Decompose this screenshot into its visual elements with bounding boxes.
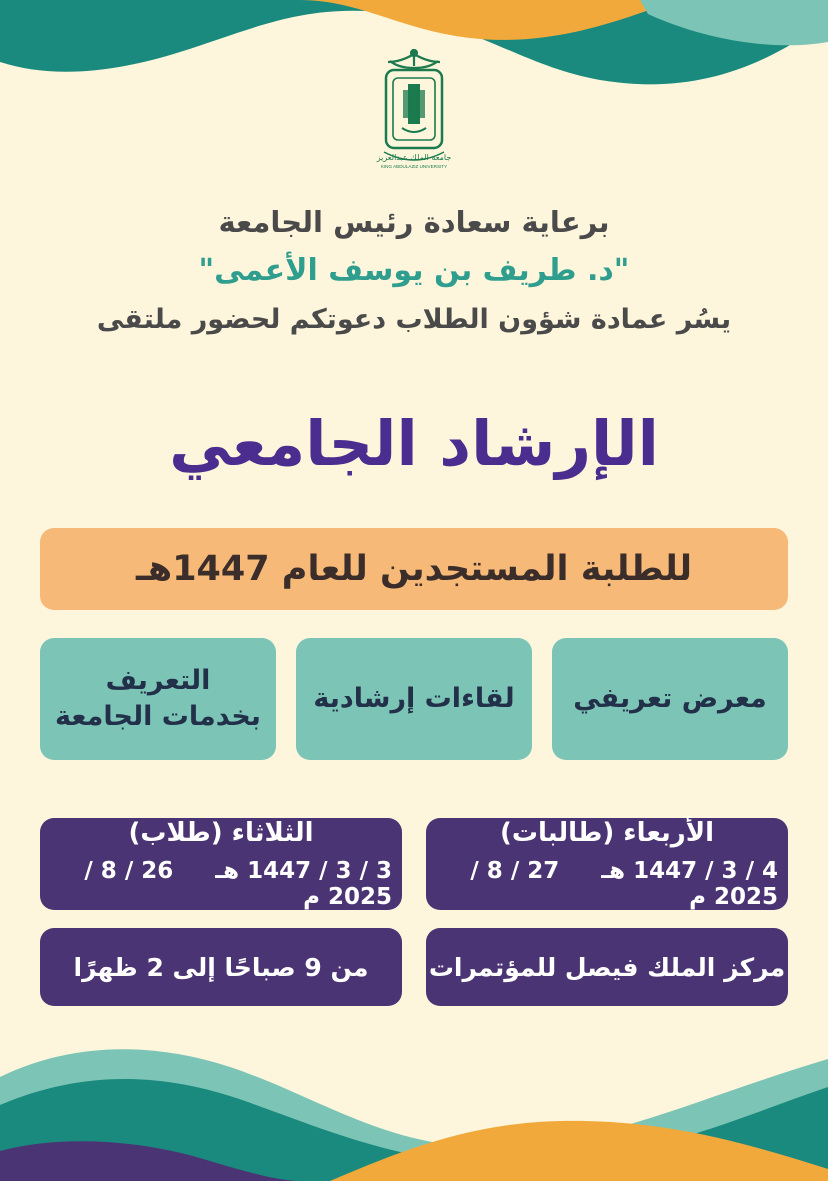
schedule-card: [426, 818, 788, 910]
schedule-day-label: الأربعاء (طالبات): [499, 818, 715, 849]
university-logo-icon: [366, 48, 462, 172]
feature-card: [40, 638, 276, 760]
time-info-label: من 9 صباحًا إلى 2 ظهرًا: [73, 952, 369, 982]
svg-text:جامعة الملك عبدالعزيز: جامعة الملك عبدالعزيز: [376, 153, 452, 162]
info-card-list: [40, 928, 788, 1006]
invitation-line: يسُر عمادة شؤون الطلاب دعوتكم لحضور ملتقى: [96, 304, 732, 335]
bottom-wave-decoration: [0, 1001, 828, 1181]
schedule-card-list: [40, 818, 788, 910]
feature-card-list: [40, 638, 788, 760]
header-text-block: [0, 205, 828, 335]
subtitle-banner: [40, 528, 788, 610]
feature-card-label: لقاءات إرشادية: [313, 682, 515, 714]
venue-info-label: مركز الملك فيصل للمؤتمرات: [428, 952, 786, 982]
schedule-gregorian-date: 26 / 8 / 2025 م: [84, 857, 392, 910]
schedule-gregorian-date: 27 / 8 / 2025 م: [470, 857, 778, 910]
feature-card: [296, 638, 532, 760]
schedule-hijri-date: 3 / 3 / 1447 هـ: [215, 857, 392, 884]
page-title: الإرشاد الجامعي: [169, 407, 659, 480]
schedule-date-line: [436, 858, 778, 910]
patron-name: "د. طريف بن يوسف الأعمى": [198, 253, 630, 288]
schedule-date-line: [50, 858, 392, 910]
feature-card-label: معرض تعريفي: [573, 682, 767, 714]
feature-card-label: التعريف بخدمات الجامعة: [55, 664, 261, 732]
venue-info-card: [426, 928, 788, 1006]
schedule-card: [40, 818, 402, 910]
schedule-hijri-date: 4 / 3 / 1447 هـ: [601, 857, 778, 884]
schedule-day-label: الثلاثاء (طلاب): [128, 818, 314, 849]
logo-container: [0, 48, 828, 172]
subtitle-text: للطلبة المستجدين للعام 1447هـ: [135, 549, 693, 589]
svg-text:KING ABDULAZIZ UNIVERSITY: KING ABDULAZIZ UNIVERSITY: [380, 164, 448, 169]
patronage-line: برعاية سعادة رئيس الجامعة: [218, 205, 610, 239]
time-info-card: [40, 928, 402, 1006]
feature-card: [552, 638, 788, 760]
